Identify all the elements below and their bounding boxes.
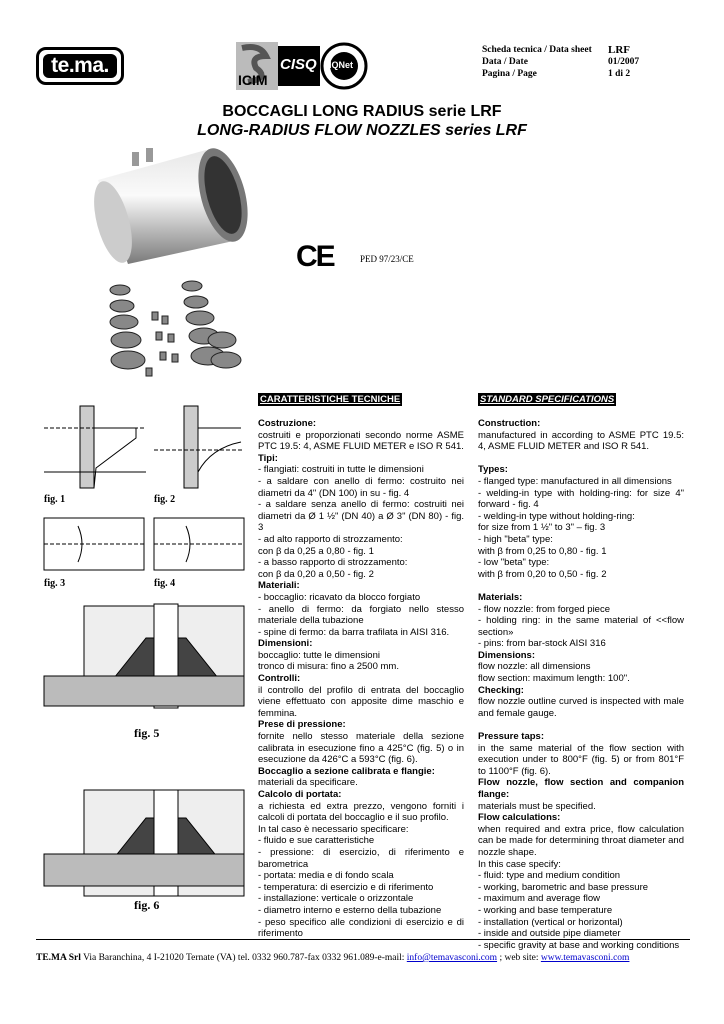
product-photo-nozzles [100, 272, 245, 382]
spec-line: - specific gravity at base and working conditions [478, 939, 680, 951]
figure-label-3: fig. 3 [44, 578, 66, 589]
cert-logo-cisq: CISQ [280, 56, 317, 73]
spec-line: - high "beta" type: [478, 533, 553, 545]
spec-line: materiali da specificare. [258, 777, 358, 789]
spec-heading: Checking: [478, 684, 524, 696]
spec-line: fornite nello stesso materiale della sezione calibrata in esecuzione fino a 425°C (fig. 5) o in esecuzione da 426°C a 593°C (fig. 6). [258, 731, 464, 766]
ce-mark: CE [296, 240, 334, 273]
spec-line: - installation (vertical or horizontal) [478, 916, 623, 928]
spec-line: - portata: media e di fondo scala [258, 870, 394, 882]
spec-heading: Materials: [478, 591, 523, 603]
company-logo [36, 47, 124, 85]
title-italian: BOCCAGLI LONG RADIUS serie LRF [222, 103, 502, 120]
spec-line: with β from 0,20 to 0,50 - fig. 2 [478, 568, 607, 580]
spec-line: - boccaglio: ricavato da blocco forgiato [258, 591, 421, 603]
spec-line: - flangiati: costruiti in tutte le dimensioni [258, 464, 424, 476]
spec-line: - installazione: verticale o orizzontale [258, 893, 414, 905]
header-label: Data / Date [482, 57, 528, 67]
figure-label-1: fig. 1 [44, 494, 66, 505]
spec-heading: Materiali: [258, 580, 300, 592]
section-header-italian: CARATTERISTICHE TECNICHE [260, 394, 401, 405]
spec-line: when required and extra price, flow calculation can be made for determining throat diameter and nozzle shape. [478, 823, 684, 858]
technical-drawings-graphic [36, 398, 246, 918]
technical-drawings [36, 398, 246, 918]
footer-web-label: ; web site: [497, 953, 541, 963]
spec-line: a richiesta ed extra prezzo, vengono forniti i calcoli di portata del boccaglio e il suo profilo. [258, 800, 464, 824]
spec-line: - holding ring: in the same material of <<flow section» [478, 615, 684, 638]
cert-logo-icim: ICIM [238, 72, 268, 88]
spec-line: - flow nozzle: from forged piece [478, 603, 611, 615]
company-logo-text: te.ma. [43, 54, 117, 78]
spec-line: - pins: from bar-stock AISI 316 [478, 638, 606, 650]
spec-line: in the same material of the flow section with execution under to 800°F (fig. 5) or from 801°F to 1100°F (fig. 6). [478, 742, 684, 777]
spec-line: - anello di fermo: da forgiato nello stesso materiale della tubazione [258, 603, 464, 627]
spec-line: for size from 1 ½" to 3" – fig. 3 [478, 522, 606, 534]
specs-italian-column [258, 418, 464, 940]
spec-line: - inside and outside pipe diameter [478, 928, 621, 940]
spec-line: il controllo del profilo di entrata del boccaglio viene effettuato con apposite dime maschio e femmina. [258, 684, 464, 719]
header-value: 01/2007 [608, 57, 640, 67]
spec-heading: Flow calculations: [478, 812, 561, 824]
header-row-date [482, 56, 639, 68]
spec-line: tronco di misura: fino a 2500 mm. [258, 661, 399, 673]
spec-heading: Dimensions: [478, 649, 536, 661]
spec-heading: Controlli: [258, 673, 301, 685]
figure-label-6: fig. 6 [134, 898, 160, 912]
spec-line: flow nozzle: all dimensions [478, 661, 591, 673]
spec-line: - maximum and average flow [478, 893, 600, 905]
spec-line [478, 580, 684, 592]
spec-line: - flanged type: manufactured in all dimensions [478, 475, 672, 487]
footer-email-link[interactable]: info@temavasconi.com [406, 953, 498, 963]
certification-logos [236, 42, 370, 90]
spec-line: con β da 0,25 a 0,80 - fig. 1 [258, 545, 374, 557]
spec-line [478, 719, 684, 731]
spec-heading: Tipi: [258, 452, 278, 464]
spec-line: con β da 0,20 a 0,50 - fig. 2 [258, 568, 374, 580]
spec-heading: Flow nozzle, flow section and companion flange: [478, 777, 684, 800]
header-label: Scheda tecnica / Data sheet [482, 45, 592, 55]
spec-heading: Types: [478, 464, 508, 476]
header-value: 1 di 2 [608, 69, 631, 79]
spec-line: with β from 0,25 to 0,80 - fig. 1 [478, 545, 607, 557]
spec-line [478, 453, 684, 465]
spec-line: In this case specify: [478, 858, 561, 870]
spec-line: flow nozzle outline curved is inspected with male and female gauge. [478, 696, 684, 719]
spec-heading: Calcolo di portata: [258, 789, 342, 800]
spec-line: - a saldare senza anello di fermo: costruiti nei diametri da Ø 1 ½" (DN 40) a Ø 3" (DN 80) - fig. 3 [258, 499, 464, 534]
footer-company: TE.MA Srl [36, 953, 81, 963]
document-header-table [482, 44, 639, 80]
spec-line: - fluido e sue caratteristiche [258, 835, 375, 847]
nozzles-photo-graphic [100, 272, 245, 382]
spec-line: - welding-in type with holding-ring: for size 4" forward - fig. 4 [478, 487, 684, 511]
spec-line: - welding-in type without holding-ring: [478, 510, 635, 522]
footer-web-link[interactable]: www.temavasconi.com [540, 953, 630, 963]
spec-line: - peso specifico alle condizioni di esercizio e di riferimento [258, 916, 464, 940]
spec-heading: Pressure taps: [478, 731, 545, 743]
spec-line: flow section: maximum length: 100". [478, 673, 630, 685]
ped-directive-text: PED 97/23/CE [360, 254, 414, 264]
spec-line: boccaglio: tutte le dimensioni [258, 649, 380, 661]
spec-line: - temperatura: di esercizio e di riferimento [258, 881, 434, 893]
spec-heading: Costruzione: [258, 418, 317, 429]
spec-line: - ad alto rapporto di strozzamento: [258, 533, 403, 545]
footer-address: Via Baranchina, 4 I-21020 Ternate (VA) tel. 0332 960.787-fax 0332 961.089-e-mail: [80, 953, 407, 963]
product-photo-pipe [88, 140, 248, 265]
footer [36, 953, 690, 963]
header-value: LRF [608, 44, 630, 56]
spec-line: costruiti e proporzionati secondo norme ASME PTC 19.5: 4, ASME FLUID METER e ISO R 541. [258, 429, 464, 453]
cert-logo-iqnet: IQNet [329, 60, 354, 70]
spec-line: manufactured in according to ASME PTC 19.5: 4, ASME FLUID METER and ISO R 541. [478, 429, 684, 453]
spec-line: - a basso rapporto di strozzamento: [258, 557, 408, 569]
spec-line: - working, barometric and base pressure [478, 881, 649, 893]
specs-english-column [478, 418, 684, 951]
spec-line: - pressione: di esercizio, di riferimento e barometrica [258, 846, 464, 870]
spec-heading: Prese di pressione: [258, 719, 346, 731]
spec-line: - fluid: type and medium condition [478, 870, 621, 882]
header-label: Pagina / Page [482, 69, 537, 79]
title-english: LONG-RADIUS FLOW NOZZLES series LRF [197, 122, 527, 139]
figure-label-2: fig. 2 [154, 494, 176, 505]
figure-label-4: fig. 4 [154, 578, 176, 589]
spec-line: In tal caso è necessario specificare: [258, 823, 409, 835]
footer-divider [36, 939, 690, 940]
spec-line: - diametro interno e esterno della tubazione [258, 904, 442, 916]
spec-heading: Construction: [478, 418, 541, 429]
header-row-page [482, 68, 639, 80]
pipe-photo-graphic [88, 140, 248, 265]
header-row-datasheet [482, 44, 639, 56]
spec-heading: Dimensioni: [258, 638, 313, 650]
spec-line: - working and base temperature [478, 904, 613, 916]
spec-line: - low "beta" type: [478, 557, 550, 569]
spec-line: materials must be specified. [478, 800, 596, 812]
figure-label-5: fig. 5 [134, 726, 160, 740]
spec-line: - spine di fermo: da barra trafilata in AISI 316. [258, 626, 450, 638]
spec-heading: Boccaglio a sezione calibrata e flangie: [258, 765, 435, 777]
section-header-english: STANDARD SPECIFICATIONS [480, 394, 615, 405]
spec-line: - a saldare con anello di fermo: costruito nei diametri da 4" (DN 100) in su - fig. 4 [258, 475, 464, 499]
